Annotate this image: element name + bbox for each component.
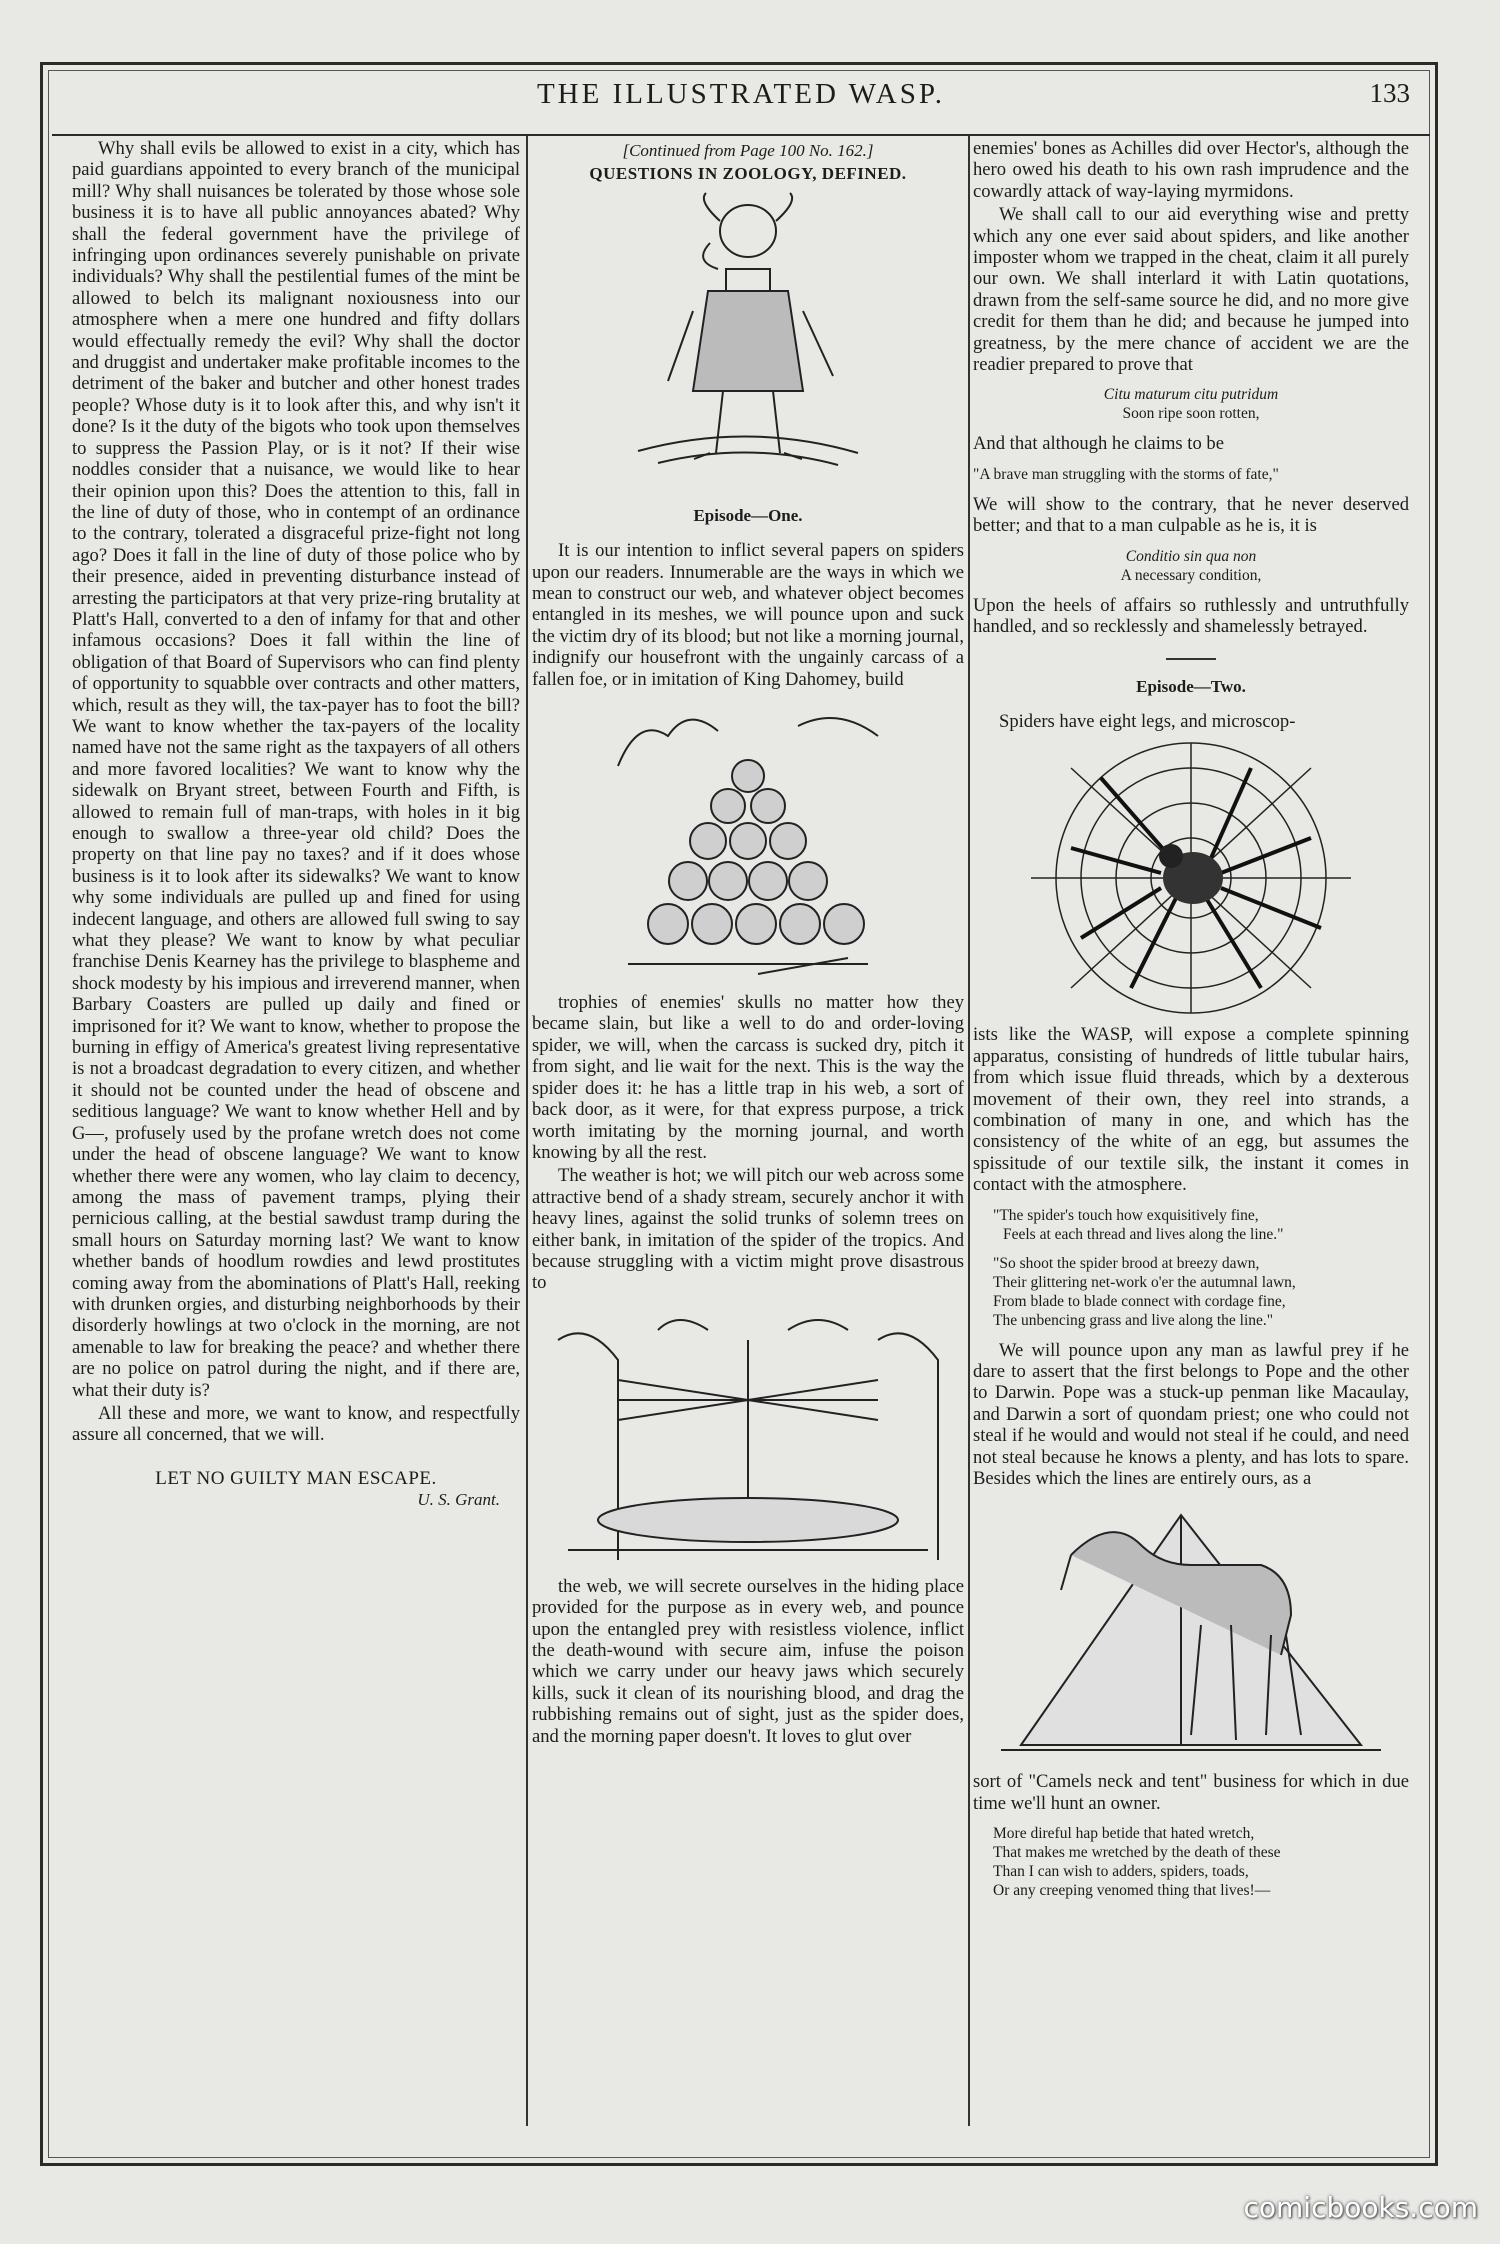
verse-line: Their glittering net-work o'er the autumnal lawn, — [993, 1273, 1296, 1291]
verse-line: "So shoot the spider brood at breezy dawn, — [993, 1254, 1260, 1272]
article-paragraph: Upon the heels of affairs so ruthlessly and untruthfully handled, and so recklessly and shamelessly betrayed. — [973, 594, 1409, 638]
motto: LET NO GUILTY MAN ESCAPE. — [155, 1467, 437, 1489]
page-number: 133 — [1369, 78, 1410, 108]
article-paragraph: Why shall evils be allowed to exist in a city, which has paid guardians appointed to every branch of the municipal mill? Why shall nuisances be tolerated by those whose sole business it is to have all public annoyances abated? Why shall the federal government have the privilege of infringing upon ordinances severely punishable on private individuals? Why shall the pestilential fumes of the mint be allowed to belch its malignant noxiousness into our atmosphere when a mere one hundred and fifty dollars would effectually remedy the evil? Why shall the doctor and druggist and undertaker make profitable incomes to the detriment of the baker and butcher and other honest trades people? Whose duty is it to look after this, and why isn't it done? Is it the duty of the bigots who took upon themselves to suppress the Passion Play, or is it not? If their wise noddles consider that a nuisance, we would like to hear their opinion upon this? Does the attention to this, fall in the line of duty of those, who in contempt of an ordinance to the contrary, tolerated a disgraceful prize-fight not long ago? Does it fall in the line of duty of those police who by their presence, aided in preventing disturbance instead of arresting the participators at that very prize-ring brutality at Platt's Hall, converted to a den of infamy for that and other infamous occasions? Does it fall within the line of obligation of that Board of Supervisors who can find plenty of opportunity to squabble over contracts and other matters, which, result as they will, the tax-payer has to foot the bill? We want to know whether the tax-payers of the locality named have not the same right as the taxpayers of all others and more favored localities? We want to know why the sidewalk on Bryant street, between Fourth and Fifth, is allowed to remain full of man-traps, with holes in it big enough to swallow a three-year old child? Does the property on that line pay no taxes? and if it does whose business is it to look after its sidewalks? We want to know why some individuals are pulled up and fined for using indecent language, and others are allowed full swing to say what they please? We want to know by what peculiar franchise Denis Kearney has the privilege to blaspheme and shock modesty by his impious and irreverend manner, when Barbary Coasters are pulled up daily and fined or imprisoned for it? We want to know, whether to propose the burning in effigy of America's greatest living representative is not a broadcast degradation to every citizen, and whether it should not be counted under the head of obscene and seditious language? We want to know whether Hell and by G—, profusely used by the profane wretch does not come under the head of obscene language? We want to know whether there were any women, who lay claim to decency, among the mass of pavement tramps, plying their pernicious calling, at the bestial sawdust tramp during the small hours on Saturday morning last? We want to know whether bands of hoodlum rowdies and lewd prostitutes coming away from the abominations of Platt's Hall, reeking with drunken orgies, and disturbing neighborhoods by their disorderly howlings at two o'clock in the morning, are not amenable to law for breaking the peace? and whether there are no police on patrol during the night, and if there are, what their duty is? — [72, 138, 520, 1401]
motto-attribution: U. S. Grant. — [417, 1490, 500, 1510]
watermark: comicbooks.com — [1243, 2191, 1478, 2224]
article-paragraph: the web, we will secrete ourselves in the hiding place provided for the purpose as in every web, and pounce upon the entangled prey with resistless violence, inflict the death-wound with secure aim, infuse the poison which we carry under our heavy jaws which securely kills, suck it clean of its nourishing blood, and drag the rubbishing remains out of sight, just as the spider does, and the morning paper doesn't. It loves to glut over — [532, 1575, 964, 1747]
skull-pile-illustration — [608, 696, 888, 986]
article-paragraph: The weather is hot; we will pitch our web across some attractive bend of a shady stream, securely anchor it with heavy lines, against the solid trunks of solemn trees on either bank, in imitation of the spider of the tropics. And because struggling with a victim might prove disastrous to — [532, 1165, 964, 1294]
verse-block — [993, 1824, 1409, 1900]
column-left — [72, 138, 520, 1511]
episode-two-heading: Episode—Two. — [1136, 676, 1246, 696]
latin-quote — [973, 547, 1409, 585]
article-paragraph: Spiders have eight legs, and microscop- — [999, 710, 1296, 732]
article-paragraph: ists like the WASP, will expose a complete spinning apparatus, consisting of hundreds of little tubular hairs, from which issue fluid threads, which by a dexterous movement of their own, they reel into strands, a combination of many in one, and which has the consistency of the white of an egg, but assumes the spissitude of our textile silk, the instant it comes in contact with the atmosphere. — [973, 1024, 1409, 1196]
verse-line: The unbencing grass and live along the line." — [993, 1311, 1274, 1329]
column-right — [973, 138, 1409, 1910]
verse-line: "The spider's touch how exquisitively fine, — [993, 1206, 1259, 1224]
article-paragraph: And that although he claims to be — [973, 433, 1224, 455]
camel-tent-illustration — [991, 1495, 1391, 1765]
section-divider — [1166, 658, 1216, 660]
latin-quote — [973, 385, 1409, 423]
verse-line: Feels at each thread and lives along the line." — [1003, 1225, 1284, 1243]
tropical-stream-illustration — [548, 1300, 948, 1570]
verse-line: More direful hap betide that hated wretch, — [993, 1825, 1255, 1843]
latin-line: Citu maturum citu putridum — [1103, 386, 1279, 404]
latin-line: Conditio sin qua non — [1125, 547, 1257, 565]
quote-line: "A brave man struggling with the storms of fate," — [973, 465, 1279, 483]
column-rule-1 — [526, 136, 528, 2126]
article-paragraph: enemies' bones as Achilles did over Hector's, although the hero owed his death to his own rash imprudence and the cowardly attack of way-laying myrmidons. — [973, 138, 1409, 202]
article-paragraph: We will show to the contrary, that he never deserved better; and that to a man culpable as he is, it is — [973, 493, 1409, 537]
article-title: QUESTIONS IN ZOOLOGY, DEFINED. — [589, 164, 907, 184]
verse-line: From blade to blade connect with cordage fine, — [993, 1292, 1286, 1310]
spider-illustration — [1011, 738, 1371, 1018]
latin-translation: A necessary condition, — [1120, 566, 1262, 584]
continued-note: [Continued from Page 100 No. 162.] — [622, 141, 874, 160]
article-paragraph: It is our intention to inflict several papers on spiders upon our readers. Innumerable are the ways in which we mean to construct our web, and whatever object becomes entangled in its meshes, we will pounce upon and suck the victim dry of its blood; but not like a morning journal, indignify our housefront with the ungainly carcass of a fallen foe, or in imitation of King Dahomey, build — [532, 540, 964, 690]
bull-man-illustration — [598, 191, 898, 491]
article-paragraph: All these and more, we want to know, and respectfully assure all concerned, that we will. — [72, 1402, 520, 1446]
verse-block — [993, 1254, 1409, 1330]
publication-title: THE ILLUSTRATED WASP. — [536, 78, 946, 110]
page-header — [52, 70, 1430, 136]
column-middle — [532, 138, 964, 1747]
article-paragraph: We will pounce upon any man as lawful prey if he dare to assert that the first belongs to Pope and the other to Darwin. Pope was a stuck-up penman like Macaulay, and Darwin a sort of quondam priest; one who could not steal if he would and would not steal if he could, and need not steal because he knows a plenty, and has lots to spare. Besides which the lines are entirely ours, as a — [973, 1339, 1409, 1489]
article-paragraph: sort of "Camels neck and tent" business for which in due time we'll hunt an owner. — [973, 1771, 1409, 1814]
article-paragraph: trophies of enemies' skulls no matter how they became slain, but like a well to do and order-loving spider, we will, when the carcass is sucked dry, pitch it from sight, and lie wait for the next. This is the way the spider does it: he has a little trap in his web, a sort of back door, as it were, for that express purpose, a trick worth imitating by the morning journal, and worth knowing by all the rest. — [532, 992, 964, 1163]
verse-line: Or any creeping venomed thing that lives!— — [993, 1882, 1271, 1900]
column-rule-2 — [968, 136, 970, 2126]
episode-one-heading: Episode—One. — [693, 505, 803, 525]
verse-block — [993, 1206, 1409, 1244]
verse-line: That makes me wretched by the death of these — [993, 1844, 1281, 1862]
latin-translation: Soon ripe soon rotten, — [1122, 405, 1260, 423]
verse-line: Than I can wish to adders, spiders, toads, — [993, 1863, 1249, 1881]
article-paragraph: We shall call to our aid everything wise and pretty which any one ever said about spiders, and like another imposter whom we trapped in the cheat, claim it all purely our own. We shall interlard it with Latin quotations, drawn from the self-same source he did, and no more give credit for them than he did; and because he jumped into greatness, by the mere chance of accident we are the readier prepared to prove that — [973, 204, 1409, 376]
